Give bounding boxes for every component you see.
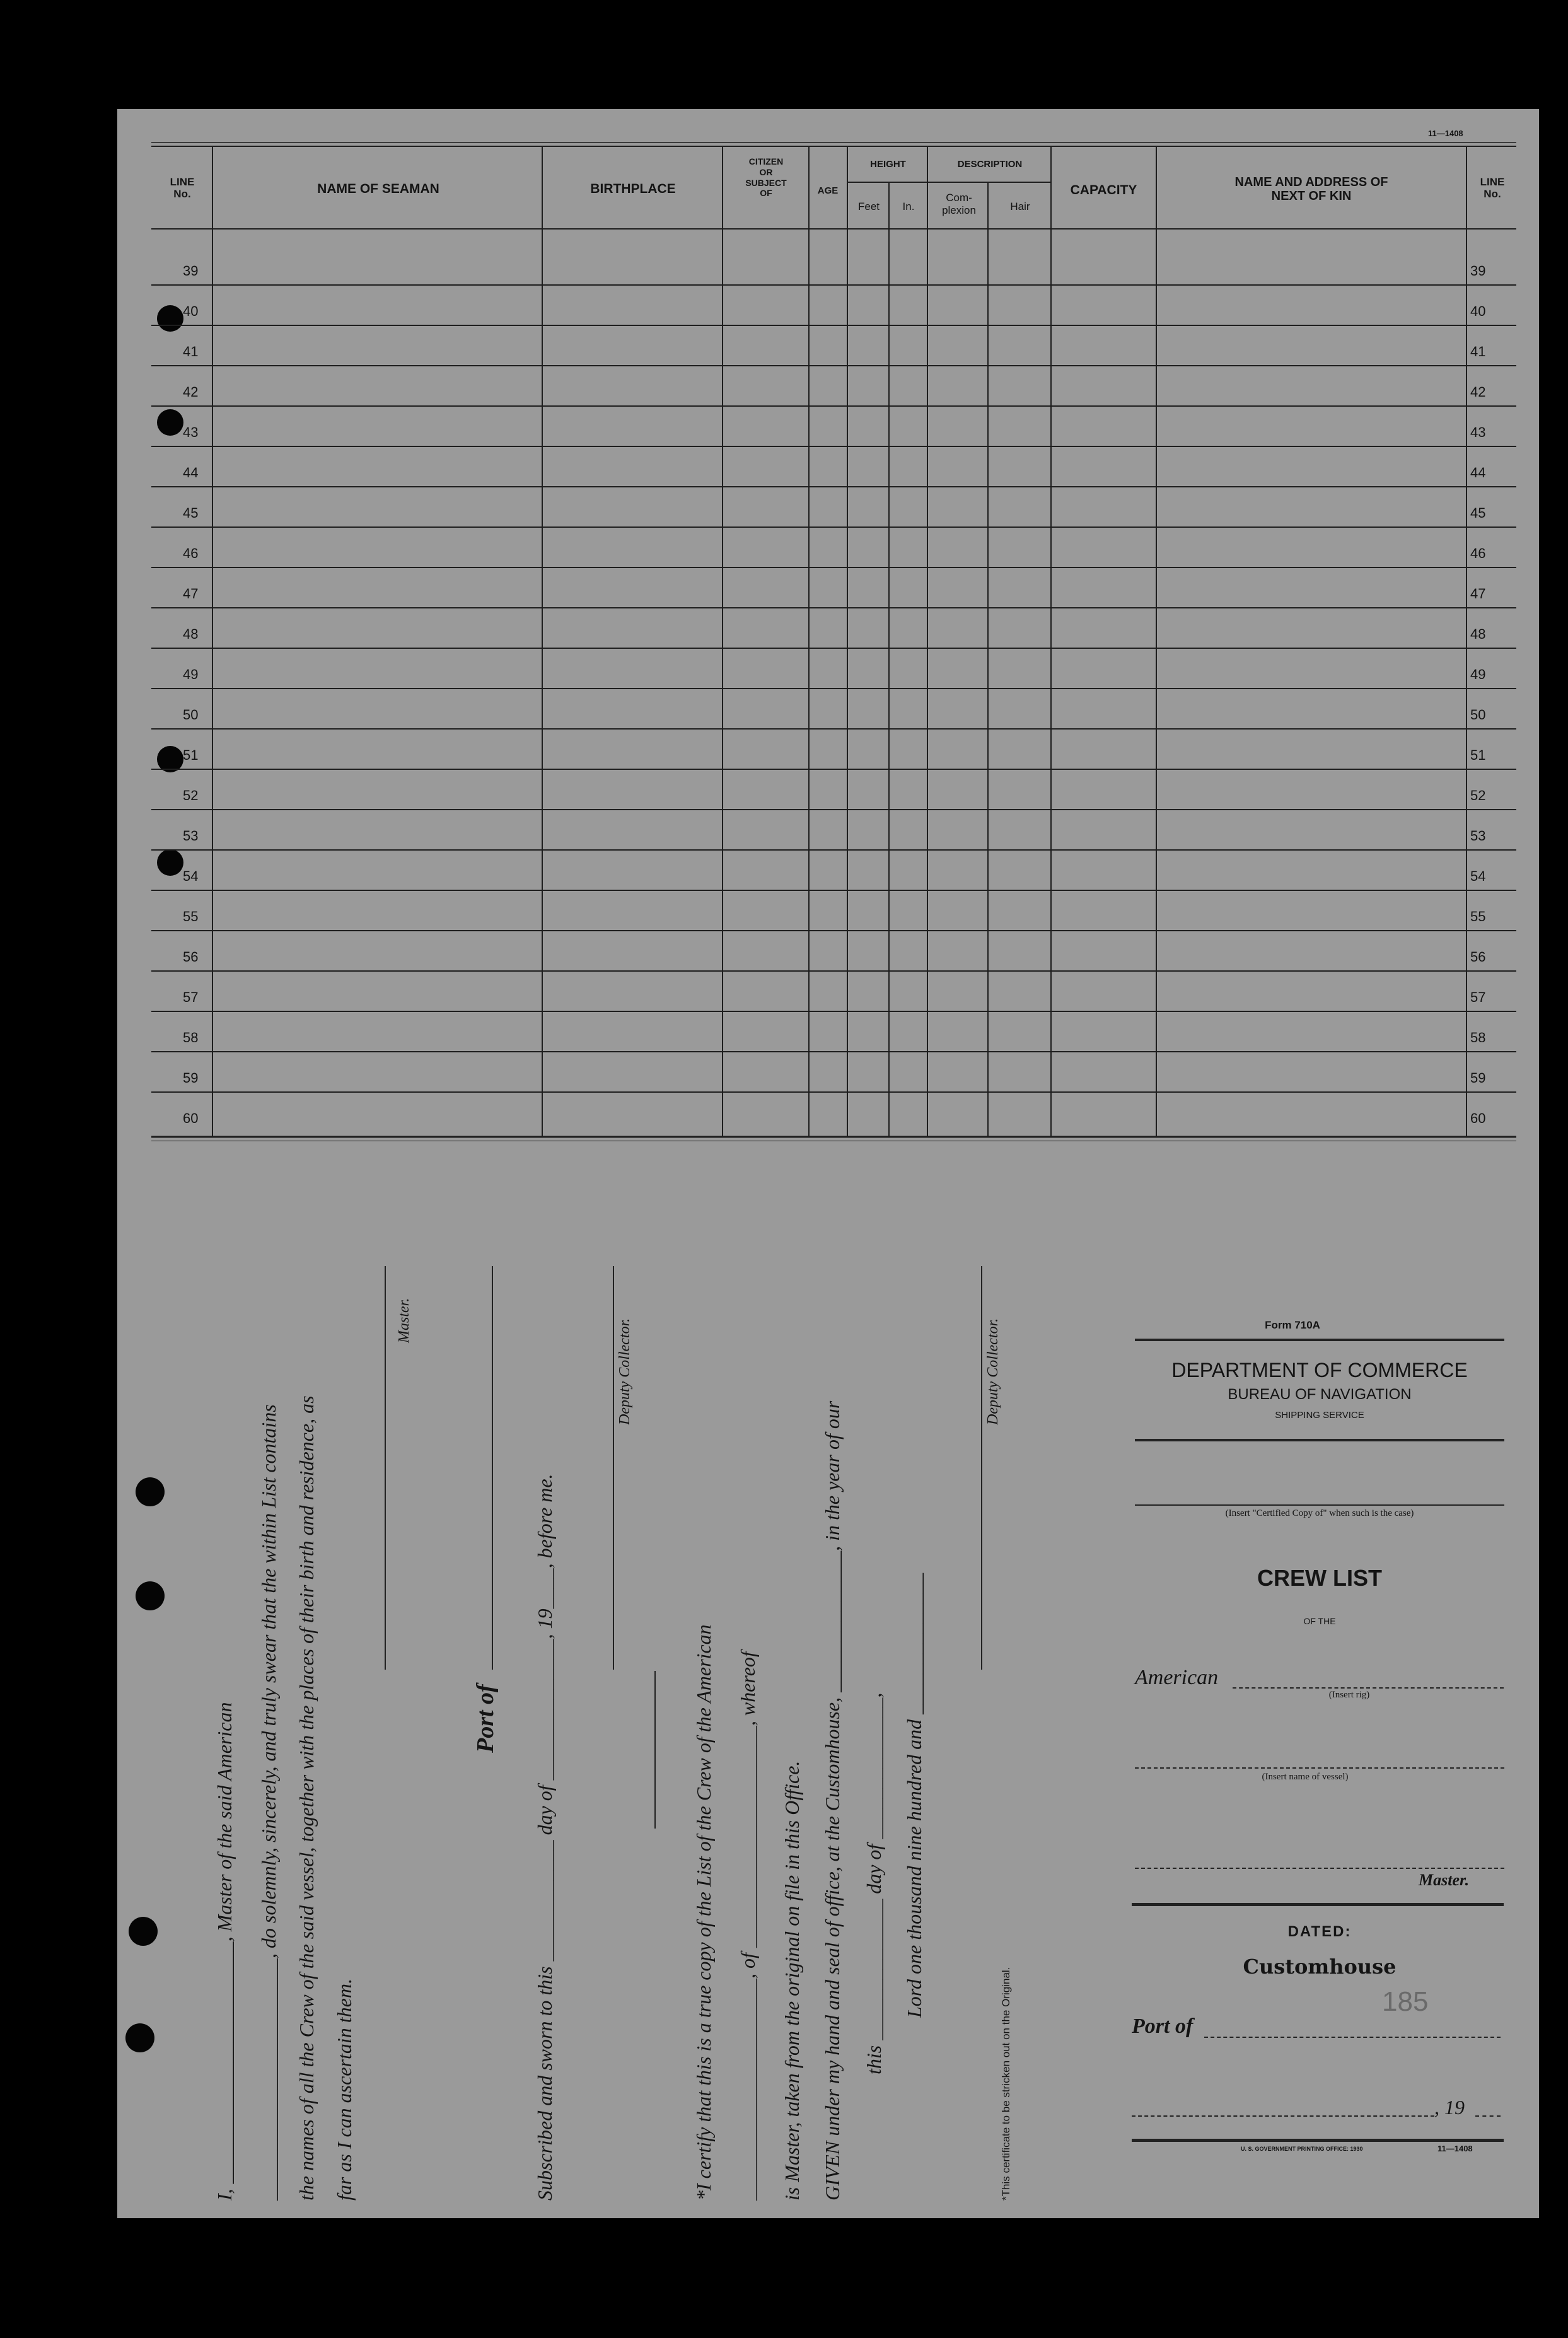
signature-line-deputy-1	[613, 1266, 614, 1670]
printing-office-note: U. S. GOVERNMENT PRINTING OFFICE: 1930	[1241, 2146, 1363, 2152]
certificate-line-4: GIVEN under my hand and seal of office, at the Customhouse, ______________, in the year of our	[821, 1400, 844, 2201]
certificate-line-1: *I certify that this is a true copy of the List of the Crew of the American	[692, 1624, 715, 2201]
line-number-left: 47	[183, 586, 199, 602]
line-number-left: 41	[183, 344, 199, 359]
line-number-left: 49	[183, 666, 199, 682]
crew-table-grid	[151, 142, 1516, 1141]
line-number-right: 52	[1470, 788, 1486, 803]
port-of-cover-label: Port of	[1132, 2015, 1193, 2038]
binder-hole	[136, 1581, 165, 1610]
oath-line-3: the names of all the Crew of the said vessel, together with the places of their birth and residence, as	[295, 1395, 318, 2201]
line-number-right: 60	[1470, 1110, 1486, 1126]
line-number-right: 40	[1470, 303, 1486, 319]
line-number-right: 50	[1470, 707, 1486, 723]
stamp-number: 185	[1382, 1986, 1429, 2017]
certificate-line-6: Lord one thousand nine hundred and ______________	[903, 1573, 926, 2018]
line-number-left: 44	[183, 465, 199, 480]
binder-hole	[136, 1477, 165, 1506]
line-number-left: 45	[183, 505, 199, 521]
line-number-right: 45	[1470, 505, 1486, 521]
line-number-right: 51	[1470, 747, 1486, 763]
line-number-left: 40	[183, 303, 199, 319]
vessel-name-line	[1135, 1767, 1504, 1769]
line-number-left: 55	[183, 909, 199, 924]
line-number-left: 56	[183, 949, 199, 965]
cover-rule-top	[1135, 1339, 1504, 1341]
header-birthplace: BIRTHPLACE	[590, 182, 676, 196]
line-number-left: 48	[183, 626, 199, 642]
line-number-left: 39	[183, 263, 199, 279]
line-number-right: 59	[1470, 1070, 1486, 1086]
separator-line	[654, 1671, 656, 1829]
certificate-footnote: *This certificate to be stricken out on the Original.	[1000, 1967, 1012, 2201]
port-line	[1204, 2037, 1501, 2038]
oath-line-4: far as I can ascertain them.	[333, 1979, 356, 2201]
dated-label: DATED:	[1287, 1923, 1352, 1940]
certificate-line-5: this ______________ day of ______________,	[862, 1692, 885, 2074]
line-number-left: 42	[183, 384, 199, 400]
line-number-right: 55	[1470, 909, 1486, 924]
rig-line	[1233, 1687, 1504, 1689]
cover-rule-mid	[1135, 1439, 1504, 1441]
insert-rig-note: (Insert rig)	[1328, 1690, 1370, 1700]
date-line	[1132, 2115, 1434, 2117]
line-number-right: 58	[1470, 1030, 1486, 1045]
year-label: , 19	[1434, 2096, 1465, 2119]
header-height: HEIGHT	[870, 159, 906, 170]
line-number-right: 47	[1470, 586, 1486, 602]
master-line	[1135, 1868, 1504, 1869]
oath-line-1: I, ________________________, Master of the said American	[213, 1702, 236, 2201]
line-number-left: 46	[183, 545, 199, 561]
header-line-no-left: LINE No.	[170, 176, 195, 200]
master-label: Master.	[396, 1298, 412, 1343]
line-number-right: 46	[1470, 545, 1486, 561]
header-inches: In.	[902, 201, 915, 212]
line-number-left: 58	[183, 1030, 199, 1045]
form-710a-label: Form 710A	[1265, 1319, 1320, 1331]
of-the-label: OF THE	[1303, 1616, 1336, 1626]
header-citizen: CITIZEN OR SUBJECT OF	[745, 156, 787, 199]
certificate-line-3: is Master, taken from the original on file in this Office.	[781, 1760, 803, 2201]
line-number-right: 48	[1470, 626, 1486, 642]
port-of-label: Port of	[472, 1684, 499, 1753]
line-number-right: 43	[1470, 424, 1486, 440]
line-number-left: 59	[183, 1070, 199, 1086]
insert-name-note: (Insert name of vessel)	[1262, 1772, 1349, 1782]
deputy-collector-1: Deputy Collector.	[617, 1318, 633, 1425]
line-number-left: 43	[183, 424, 199, 440]
year-line	[1475, 2115, 1501, 2117]
form-number-top: 11—1408	[1428, 129, 1463, 138]
binder-hole	[125, 2023, 154, 2052]
signature-line-port	[492, 1266, 493, 1670]
line-number-left: 53	[183, 828, 199, 844]
deputy-collector-2: Deputy Collector.	[985, 1318, 1001, 1425]
cover-rule-dated	[1132, 1903, 1504, 1906]
subscribed-text: Subscribed and sworn to this ____________ day of ______________, 19____, before me.	[533, 1474, 556, 2201]
oath-line-2: ________________________, do solemnly, sincerely, and truly swear that the within List contains	[257, 1404, 280, 2201]
header-line-no-right: LINE No.	[1480, 176, 1505, 200]
line-number-left: 60	[183, 1110, 199, 1126]
insert-certified-note: (Insert "Certified Copy of" when such is the case)	[1225, 1508, 1414, 1518]
bureau-title: BUREAU OF NAVIGATION	[1228, 1386, 1412, 1403]
cover-rule-bottom	[1132, 2139, 1504, 2142]
line-number-right: 56	[1470, 949, 1486, 965]
master-cover-label: Master.	[1419, 1871, 1470, 1889]
header-next-of-kin: NAME AND ADDRESS OF NEXT OF KIN	[1234, 175, 1388, 203]
line-number-left: 52	[183, 788, 199, 803]
line-number-right: 53	[1470, 828, 1486, 844]
department-title: DEPARTMENT OF COMMERCE	[1171, 1359, 1468, 1381]
line-number-left: 57	[183, 989, 199, 1005]
line-number-right: 41	[1470, 344, 1486, 359]
header-capacity: CAPACITY	[1070, 183, 1137, 197]
line-number-right: 54	[1470, 868, 1486, 884]
signature-line-deputy-2	[981, 1266, 982, 1670]
line-number-right: 44	[1470, 465, 1486, 480]
line-number-right: 39	[1470, 263, 1486, 279]
line-number-left: 54	[183, 868, 199, 884]
line-number-right: 57	[1470, 989, 1486, 1005]
crew-list-title: CREW LIST	[1257, 1565, 1382, 1591]
binder-hole	[129, 1917, 158, 1946]
signature-line-master	[385, 1266, 386, 1670]
header-name-of-seaman: NAME OF SEAMAN	[317, 182, 439, 196]
line-number-right: 42	[1470, 384, 1486, 400]
form-number-bottom: 11—1408	[1437, 2144, 1473, 2153]
insert-certified-line	[1135, 1504, 1504, 1506]
header-hair: Hair	[1010, 201, 1030, 212]
customhouse-label: Customhouse	[1243, 1955, 1397, 1979]
line-number-left: 50	[183, 707, 199, 723]
american-label: American	[1135, 1666, 1219, 1689]
header-age: AGE	[817, 185, 839, 196]
certificate-line-2: ______________________, of ______________________, whereof	[736, 1651, 759, 2201]
header-feet: Feet	[857, 201, 880, 212]
service-title: SHIPPING SERVICE	[1275, 1410, 1364, 1421]
line-number-left: 51	[183, 747, 199, 763]
header-complexion: Com- plexion	[942, 192, 976, 217]
header-description: DESCRIPTION	[957, 159, 1023, 170]
line-number-right: 49	[1470, 666, 1486, 682]
